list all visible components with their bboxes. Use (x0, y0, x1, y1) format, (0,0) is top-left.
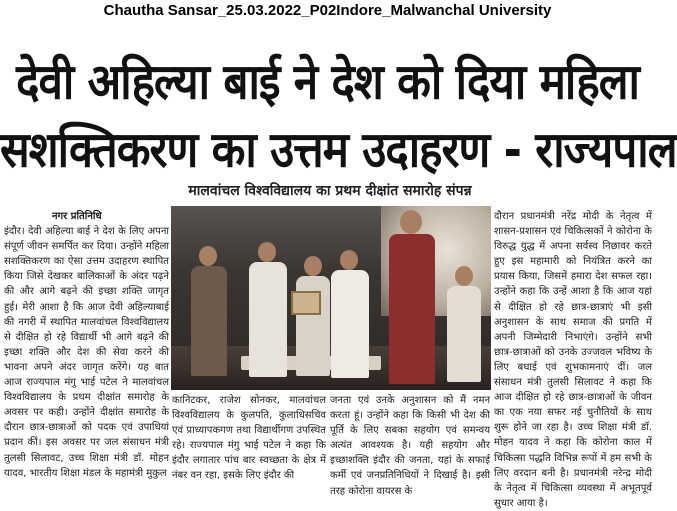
memento-frame (291, 291, 321, 315)
headline-line-2: सशक्तिकरण का उत्तम उदाहरण - राज्यपाल (0, 121, 677, 179)
article-column-bottom-1: कानिटकर, राजेश सोनकर, मालवांचल विश्वविद्यालय के कुलपति, कुलाधिसचिव एवं प्राध्यापकगण तथा विद्यार्थीगण उपस्थित रहे। राज्यपाल मंगु भाई पटेल ने कहा कि इंदौर लगातार पांच बार स्वच्छता के क्षेत्र में नंबर वन रहा, इसके लिए इंदौर की (172, 395, 326, 482)
news-photo (171, 206, 491, 390)
article-column-left (4, 209, 169, 499)
article-column-right: दौरान प्रधानमंत्री नरेंद्र मोदी के नेतृत्व में शासन-प्रशासन एवं चिकित्सकों ने कोरोना के विरुद्ध युद्ध में अपना सर्वस्व निछावर करते हुए इस महामारी को नियंत्रित करने का प्रयास किया, जिसमें हमारा देश सफल रहा। उन्होंने कहा कि उन्हें आशा है कि आज यहां से दीक्षित हो रहे छात्र-छात्राएं भी इसी अनुशासन के साथ समाज की प्रगति में अपनी जिम्मेदारी निभाएंगे। उन्होंने सभी छात्र-छात्राओं को उनके उज्जवल भविष्य के लिए बधाई एवं शुभकामनाएं दीं। जल संसाधन मंत्री तुलसी सिलावट ने कहा कि आज दीक्षित हो रहे छात्र-छात्राओं के जीवन का एक नया सफर नई चुनौतियों के साथ शुरू होने जा रहा है। उच्च शिक्षा मंत्री डॉ. मोहन यादव ने कहा कि कोरोना काल में चिकित्सा पद्धति विभिन्न रूपों में हम सभी के लिए वरदान बनी है। प्रधानमंत्री नरेन्द्र मोदी के नेतृत्व में चिकित्सा व्यवस्था में अभूतपूर्व सुधार आया है। (494, 211, 652, 509)
byline: नगर प्रतिनिधि (52, 211, 102, 222)
subheadline: मालवांचल विश्वविद्यालय का प्रथम दीक्षांत समारोह संपन्न (188, 183, 472, 199)
source-line: Chautha Sansar_25.03.2022_P02Indore_Malwanchal University (103, 2, 552, 19)
column-left-text: इंदौर। देवी अहिल्या बाई ने देश के लिए अपना संपूर्ण जीवन समर्पित कर दिया। उन्होंने महिला सशक्तिकरण का ऐसा उत्तम उदाहरण स्थापित किया जिसे देखकर बालिकाओं के अंदर पढ़ने की और आगे बढ़ने की इच्छा शक्ति जागृत हुई। मेरी आशा है कि आज देवी अहिल्याबाई की नगरी में स्थापित मालवांचल विश्वविद्यालय से दीक्षित हो रहे विद्यार्थी भी आगे बढ़ने की इच्छा शक्ति और देश की सेवा करने की भावना अपने अंदर जागृत करेंगे। यह बात आज राज्यपाल मंगु भाई पटेल ने मालवांचल विश्वविद्यालय के प्रथम दीक्षांत समारोह के अवसर पर कही। उन्होंने दीक्षांत समारोह के दौरान छात्र-छात्राओं को पदक एवं उपाधियां प्रदान कीं। इस अवसर पर जल संसाधन मंत्री तुलसी सिलावट, उच्च शिक्षा मंत्री डॉ. मोहन यादव, भारतीय शिक्षा मंडल के महामंत्री मुकुल (4, 226, 169, 479)
headline-line-1: देवी अहिल्या बाई ने देश को दिया महिला (16, 53, 639, 111)
article-column-bottom-2: जनता एवं उनके अनुशासन को मैं नमन करता हूं। उन्होंने कहा कि किसी भी देश की पूर्ति के लिए सबका सहयोग एवं समन्वय अत्यंत आवश्यक है। यही सहयोग और इच्छाशक्ति इंदौर की जनता, यहां के सफाई कर्मी एवं जनप्रतिनिधियों ने दिखाई है। इसी तरह कोरोना वायरस के (330, 395, 490, 497)
